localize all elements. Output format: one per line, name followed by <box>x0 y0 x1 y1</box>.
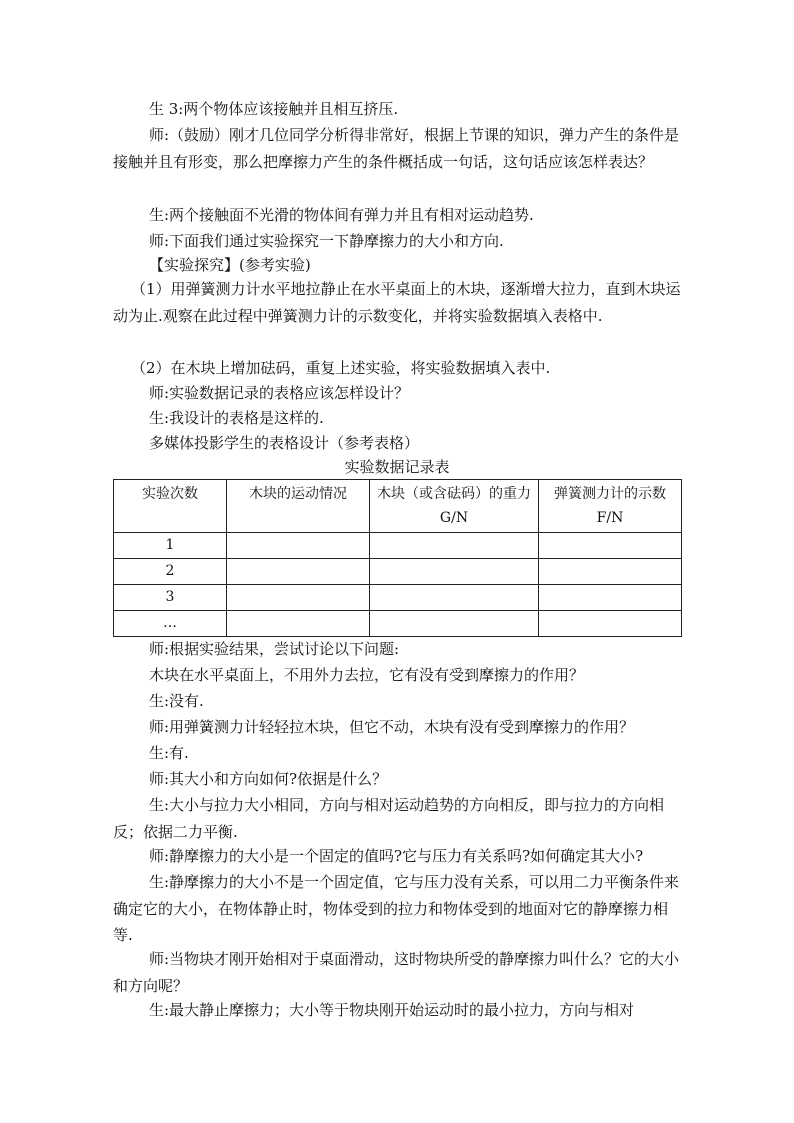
paragraph-question-2: 师:用弹簧测力计轻轻拉木块，但它不动，木块有没有受到摩擦力的作用？ <box>149 718 635 736</box>
paragraph-student3: 生 3:两个物体应该接触并且相互挤压. <box>149 100 399 118</box>
experiment-heading: 【实验探究】(参考实验) <box>149 256 311 274</box>
paragraph-question-4: 师:静摩擦力的大小是一个固定的值吗?它与压力有关系吗?如何确定其大小? <box>149 847 644 865</box>
table-row <box>114 533 682 559</box>
paragraph-answer-2: 生:有. <box>149 744 189 762</box>
experiment-step-1: （1）用弹簧测力计水平地拉静止在水平桌面上的木块，逐渐增大拉力，直到木块运动为止.观察在此过程中弹簧测力计的示数变化，并将实验数据填入表格中. <box>113 280 681 325</box>
paragraph-projection: 多媒体投影学生的表格设计（参考表格） <box>149 434 420 452</box>
header-trial: 实验次数 <box>114 480 227 533</box>
paragraph-answer-4: 生:静摩擦力的大小不是一个固定值，它与压力没有关系，可以用二力平衡条件来确定它的大小，在物体静止时，物体受到的拉力和物体受到的地面对它的静摩擦力相等. <box>113 873 680 945</box>
paragraph-student-design: 生:我设计的表格是这样的. <box>149 409 324 427</box>
table-cell <box>370 559 539 585</box>
table-cell: … <box>114 611 227 637</box>
paragraph-teacher-discuss: 师:根据实验结果，尝试讨论以下问题: <box>149 640 400 658</box>
table-cell <box>539 533 682 559</box>
table-header-row <box>114 480 682 533</box>
table-cell <box>370 611 539 637</box>
data-record-table <box>113 479 682 637</box>
table-cell <box>227 585 370 611</box>
table-cell <box>539 559 682 585</box>
table-row <box>114 611 682 637</box>
paragraph-answer-1: 生:没有. <box>149 692 204 710</box>
table-cell <box>227 533 370 559</box>
table-cell: 2 <box>114 559 227 585</box>
table-cell <box>539 585 682 611</box>
table-cell: 1 <box>114 533 227 559</box>
paragraph-question-5: 师:当物块才刚开始相对于桌面滑动，这时物块所受的静摩擦力叫什么？它的大小和方向呢？ <box>113 950 680 995</box>
table-cell <box>539 611 682 637</box>
table-row <box>114 585 682 611</box>
header-motion: 木块的运动情况 <box>227 480 370 533</box>
paragraph-question-1: 木块在水平桌面上，不用外力去拉，它有没有受到摩擦力的作用？ <box>149 666 585 684</box>
table-row <box>114 559 682 585</box>
table-cell <box>370 585 539 611</box>
paragraph-teacher-intro: 师:下面我们通过实验探究一下静摩擦力的大小和方向. <box>149 232 504 250</box>
table-title: 实验数据记录表 <box>344 458 450 476</box>
table-cell <box>227 559 370 585</box>
paragraph-teacher-encourage: 师:（鼓励）刚才几位同学分析得非常好，根据上节课的知识，弹力产生的条件是接触并且有形变，那么把摩擦力产生的条件概括成一句话，这句话应该怎样表达？ <box>113 126 680 171</box>
header-weight: 木块（或含砝码）的重力 G/N <box>370 480 539 533</box>
paragraph-student-answer: 生:两个接触面不光滑的物体间有弹力并且有相对运动趋势. <box>149 206 534 224</box>
paragraph-question-3: 师:其大小和方向如何?依据是什么？ <box>149 770 388 788</box>
table-cell <box>227 611 370 637</box>
header-reading: 弹簧测力计的示数 F/N <box>539 480 682 533</box>
paragraph-answer-3: 生:大小与拉力大小相同，方向与相对运动趋势的方向相反，即与拉力的方向相反；依据二力平衡. <box>113 796 665 841</box>
paragraph-answer-5: 生:最大静止摩擦力；大小等于物块刚开始运动时的最小拉力，方向与相对 <box>149 1001 635 1019</box>
table-cell: 3 <box>114 585 227 611</box>
table-cell <box>370 533 539 559</box>
experiment-step-2: （2）在木块上增加砝码，重复上述实验，将实验数据填入表中. <box>131 359 551 377</box>
paragraph-teacher-question: 师:实验数据记录的表格应该怎样设计？ <box>149 384 410 402</box>
